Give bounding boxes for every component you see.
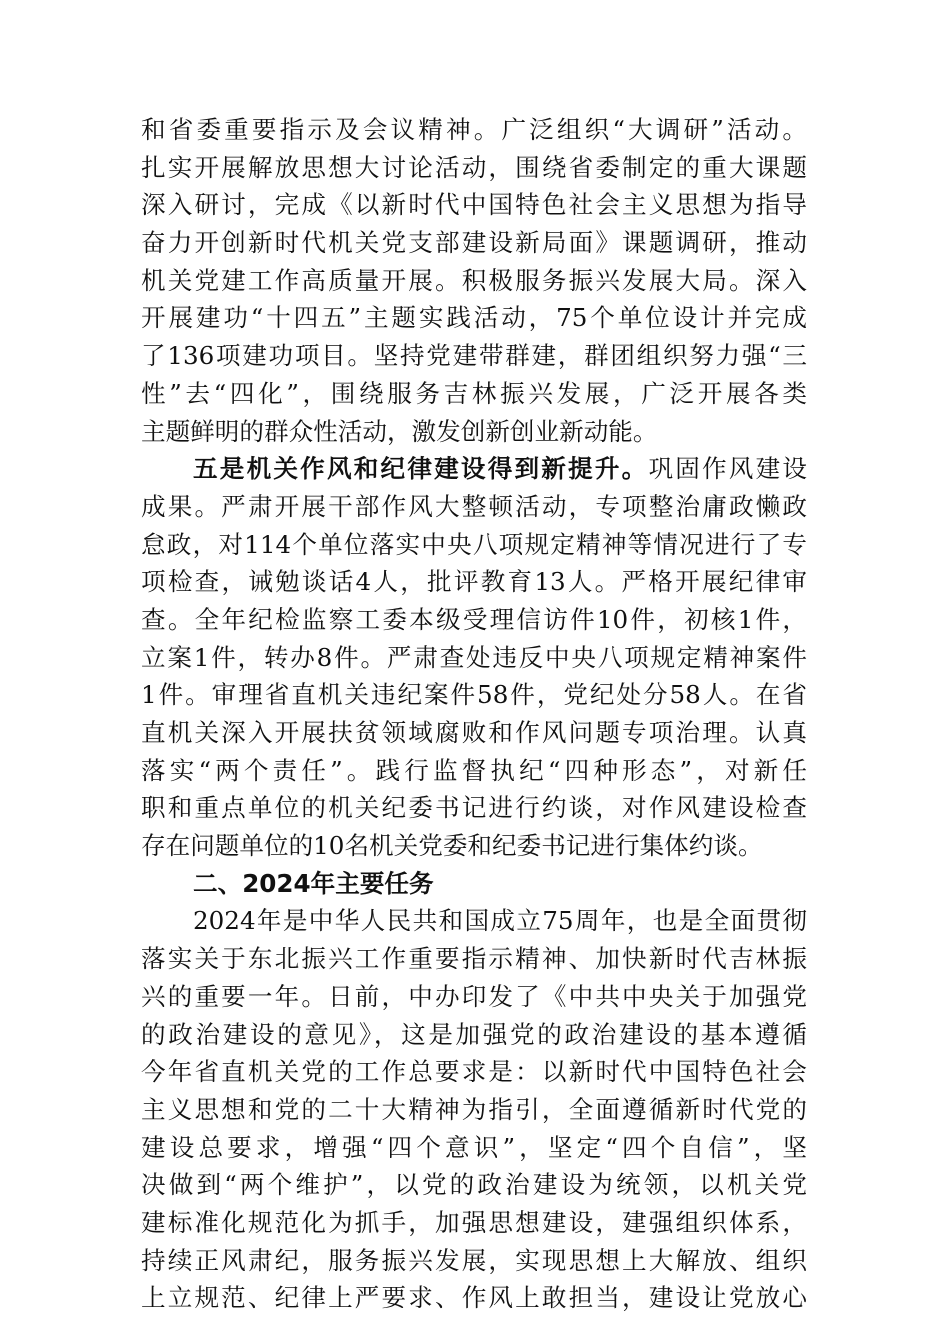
- text-line: 建设总要求，增强“四个意识”，坚定“四个自信”，坚: [141, 1132, 807, 1162]
- text-line: 扎实开展解放思想大讨论活动，围绕省委制定的重大课题: [141, 152, 807, 182]
- text-line: 深入研讨，完成《以新时代中国特色社会主义思想为指导: [141, 190, 807, 220]
- text-line: 项检查，诫勉谈话4人，批评教育13人。严格开展纪律审: [141, 567, 807, 597]
- text-line: 决做到“两个维护”，以党的政治建设为统领，以机关党: [141, 1170, 807, 1200]
- text-line: 1件。审理省直机关违纪案件58件，党纪处分58人。在省: [141, 680, 807, 710]
- document-page: [141, 111, 807, 1317]
- text-line: 落实“两个责任”。践行监督执纪“四种形态”，对新任: [141, 755, 807, 785]
- text-line: 查。全年纪检监察工委本级受理信访件10件，初核1件，: [141, 604, 807, 634]
- section-heading: 二、2024年主要任务: [193, 868, 434, 898]
- text-line: 和省委重要指示及会议精神。广泛组织“大调研”活动。: [141, 115, 807, 144]
- text-line: 落实关于东北振兴工作重要指示精神、加快新时代吉林振: [141, 944, 807, 974]
- text-line: 怠政，对114个单位落实中央八项规定精神等情况进行了专: [141, 529, 807, 559]
- text-line: 直机关深入开展扶贫领域腐败和作风问题专项治理。认真: [141, 718, 807, 747]
- text-line: 立案1件，转办8件。严肃查处违反中央八项规定精神案件: [141, 642, 807, 672]
- text-line: 持续正风肃纪，服务振兴发展，实现思想上大解放、组织: [141, 1245, 807, 1275]
- text-line: 性”去“四化”，围绕服务吉林振兴发展，广泛开展各类: [141, 378, 807, 408]
- text-line: 奋力开创新时代机关党支部建设新局面》课题调研，推动: [141, 228, 807, 258]
- text-line: 主义思想和党的二十大精神为指引，全面遵循新时代党的: [141, 1094, 807, 1124]
- text-line: 建标准化规范化为抓手，加强思想建设，建强组织体系，: [141, 1207, 807, 1237]
- text-line: 成果。严肃开展干部作风大整顿活动，专项整治庸政懒政: [141, 491, 807, 521]
- text-line: 职和重点单位的机关纪委书记进行约谈，对作风建设检查: [141, 793, 807, 823]
- text-line: 机关党建工作高质量开展。积极服务振兴发展大局。深入: [141, 265, 807, 295]
- text-line: 了136项建功项目。坚持党建带群建，群团组织努力强“三: [141, 341, 807, 371]
- text-line: 上立规范、纪律上严要求、作风上敢担当，建设让党放心: [141, 1283, 807, 1313]
- paragraph-five-rest: 巩固作风建设: [648, 454, 807, 484]
- text-line: 开展建功“十四五”主题实践活动，75个单位设计并完成: [141, 303, 807, 333]
- paragraph-five-first-line: [141, 450, 807, 488]
- text-line: 兴的重要一年。日前，中办印发了《中共中央关于加强党: [141, 981, 807, 1011]
- text-line: 今年省直机关党的工作总要求是：以新时代中国特色社会: [141, 1057, 807, 1087]
- paragraph-five-lead: 五是机关作风和纪律建设得到新提升。: [193, 454, 649, 484]
- text-line: 主题鲜明的群众性活动，激发创新创业新动能。: [141, 416, 658, 446]
- section-first-line: 2024年是中华人民共和国成立75周年，也是全面贯彻: [193, 906, 807, 936]
- text-line: 存在问题单位的10名机关党委和纪委书记进行集体约谈。: [141, 831, 763, 861]
- text-line: 的政治建设的意见》，这是加强党的政治建设的基本遵循: [141, 1019, 807, 1049]
